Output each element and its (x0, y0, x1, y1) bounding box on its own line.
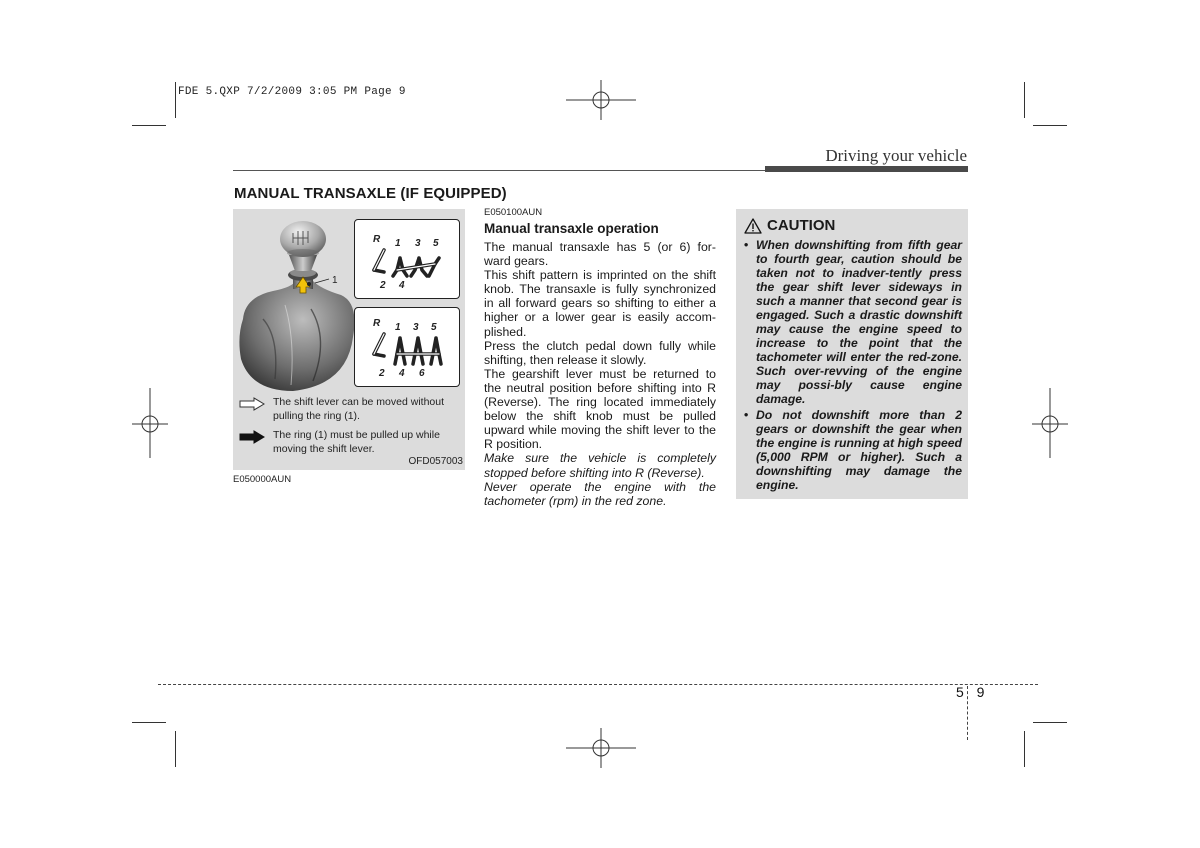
figure-code: OFD057003 (408, 456, 463, 467)
svg-text:6: 6 (419, 368, 425, 379)
page-index: 9 (976, 684, 985, 700)
svg-text:4: 4 (399, 280, 405, 291)
page-title: MANUAL TRANSAXLE (IF EQUIPPED) (234, 185, 507, 202)
footer-rule (158, 684, 1038, 685)
caution-list (744, 238, 962, 494)
caution-item: • Do not downshift more than 2 gears or downshift the gear when the engine is running at high speed (5,000 RPM or higher). Such a downshifting may damage the engine. (744, 408, 962, 492)
registration-mark-bottom (566, 728, 636, 768)
legend-row (239, 395, 463, 423)
caution-header (744, 217, 835, 234)
figure-reference: E050000AUN (233, 474, 292, 485)
svg-text:3: 3 (415, 238, 421, 249)
registration-mark-top (566, 80, 636, 120)
shift-pattern-6-box (354, 307, 460, 387)
operation-section (484, 207, 716, 508)
svg-text:2: 2 (380, 280, 386, 291)
paragraph: This shift pattern is imprinted on the shift knob. The transaxle is fully synchronized in all forward gears so shifting to either a higher or a lower gear is easily accom-plished. (484, 268, 716, 339)
shift-pattern-5-box (354, 219, 460, 299)
svg-text:1: 1 (395, 322, 401, 333)
section-header: Driving your vehicle (825, 146, 967, 165)
figure-panel (233, 209, 465, 470)
caution-title: CAUTION (767, 217, 836, 234)
caution-item: • When downshifting from fifth gear to fourth gear, caution should be taken not to inadver-tently press the gear shift lever sideways in such a manner that second gear is engaged. Such a drastic downshift may cause the engine speed to increase to the point that the tachometer will enter the red-zone. Such over-revving of the engine may possi-bly cause engine damage. (744, 238, 962, 406)
section-reference: E050100AUN (484, 207, 543, 218)
legend-row (239, 428, 463, 456)
svg-text:R: R (373, 318, 381, 329)
chapter-number: 5 (956, 684, 964, 700)
caution-box (736, 209, 968, 499)
ring-callout: 1 (332, 275, 338, 286)
paragraph: The manual transaxle has 5 (or 6) for-ward gears. (484, 240, 716, 269)
paragraph: Press the clutch pedal down fully while shifting, then release it slowly. (484, 338, 716, 367)
svg-text:4: 4 (399, 368, 405, 379)
svg-text:5: 5 (433, 238, 439, 249)
registration-mark-left (132, 388, 168, 458)
outline-arrow-icon (239, 397, 265, 411)
registration-mark-right (1032, 388, 1068, 458)
print-slug: FDE 5.QXP 7/2/2009 3:05 PM Page 9 (178, 86, 406, 98)
shift-pattern-5-icon (355, 220, 459, 298)
solid-arrow-icon (239, 430, 265, 444)
section-subtitle: Manual transaxle operation (484, 221, 659, 236)
italic-paragraph: Never operate the engine with the tachometer (rpm) in the red zone. (484, 479, 716, 508)
svg-text:R: R (373, 234, 381, 245)
svg-text:1: 1 (395, 238, 401, 249)
legend-text: The ring (1) must be pulled up while moving the shift lever. (273, 429, 440, 455)
italic-paragraph: Make sure the vehicle is completely stopped before shifting into R (Reverse). (484, 451, 716, 480)
legend-text: The shift lever can be moved without pulling the ring (1). (273, 396, 445, 422)
svg-text:5: 5 (431, 322, 437, 333)
page-number (956, 684, 984, 700)
shift-pattern-6-icon (355, 308, 459, 386)
svg-text:2: 2 (379, 368, 385, 379)
warning-triangle-icon (744, 218, 762, 234)
header-bar (765, 166, 968, 172)
paragraph: The gearshift lever must be returned to the neutral position before shifting into R (Reverse). The ring located immediately below the shift knob must be pulled upward while moving the shift lever to the R position. (484, 366, 716, 452)
svg-text:3: 3 (413, 322, 419, 333)
